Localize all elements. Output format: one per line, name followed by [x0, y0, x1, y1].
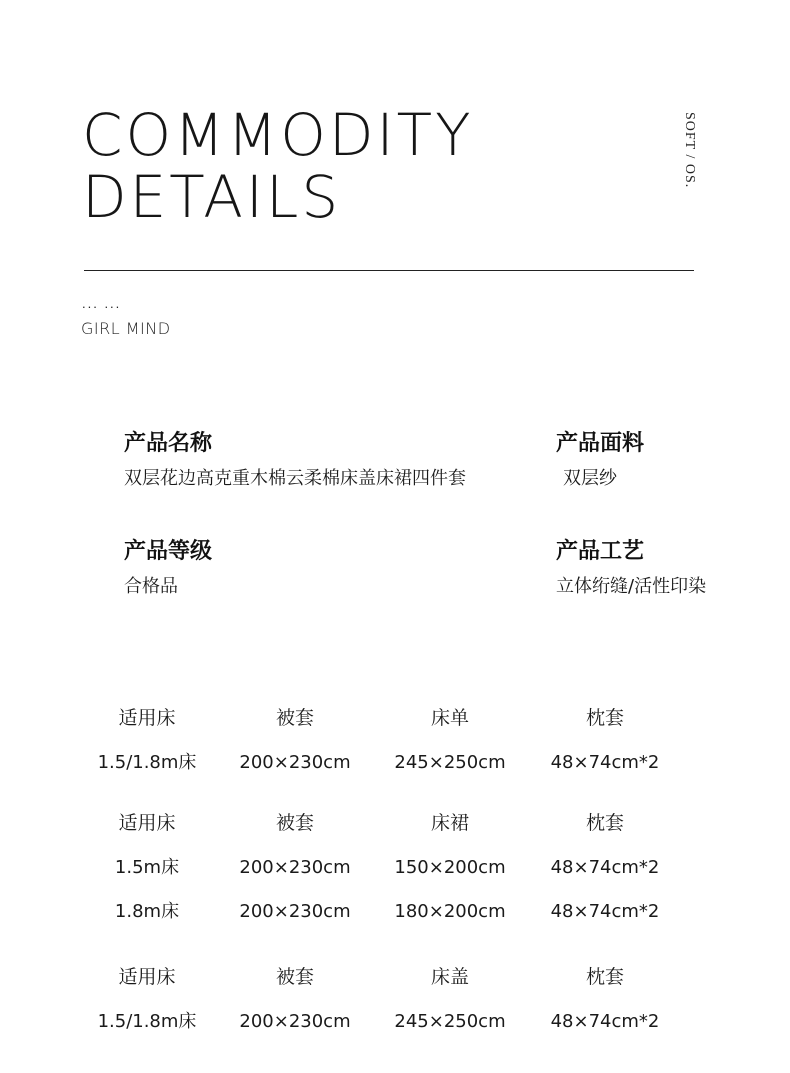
table-cell: 48×74cm*2	[550, 901, 660, 922]
table-cell: 1.5/1.8m床	[97, 752, 197, 773]
spec-value: 双层花边高克重木棉云柔棉床盖床裙四件套	[124, 468, 466, 489]
spec-label: 产品名称	[124, 431, 213, 456]
table-cell: 245×250cm	[394, 1011, 506, 1032]
table-cell: 1.5/1.8m床	[97, 1011, 197, 1032]
table-cell: 48×74cm*2	[550, 857, 660, 878]
table-cell: 245×250cm	[394, 752, 506, 773]
spec-label: 产品面料	[556, 431, 645, 456]
spec-value: 合格品	[124, 576, 178, 597]
spec-label: 产品工艺	[556, 539, 645, 564]
table-header-cell: 适用床	[118, 966, 176, 988]
brand-name: GIRL MIND	[81, 319, 171, 338]
table-cell: 48×74cm*2	[550, 1011, 660, 1032]
table-header-cell: 被套	[275, 812, 314, 834]
spec-value: 双层纱	[563, 468, 617, 489]
table-cell: 1.5m床	[114, 857, 180, 878]
table-header-cell: 枕套	[585, 966, 624, 988]
table-cell: 1.8m床	[114, 901, 180, 922]
vertical-tag: SOFT / OS.	[682, 112, 697, 189]
table-header-cell: 适用床	[118, 812, 176, 834]
table-cell: 48×74cm*2	[550, 752, 660, 773]
table-cell: 200×230cm	[239, 857, 351, 878]
table-header-cell: 被套	[275, 966, 314, 988]
table-header-cell: 适用床	[118, 707, 176, 729]
table-cell: 200×230cm	[239, 1011, 351, 1032]
table-cell: 150×200cm	[394, 857, 506, 878]
title-line-1: COMMODITY	[82, 101, 474, 169]
table-header-cell: 枕套	[585, 707, 624, 729]
table-cell: 200×230cm	[239, 901, 351, 922]
table-header-cell: 枕套	[585, 812, 624, 834]
table-header-cell: 床盖	[430, 966, 469, 988]
title-line-2: DETAILS	[82, 163, 342, 231]
table-cell: 180×200cm	[394, 901, 506, 922]
table-header-cell: 床裙	[430, 812, 469, 834]
spec-value: 立体绗缝/活性印染	[556, 576, 707, 597]
table-cell: 200×230cm	[239, 752, 351, 773]
spec-label: 产品等级	[124, 539, 213, 564]
table-header-cell: 床单	[430, 707, 469, 729]
dots-decoration: ... ...	[82, 296, 122, 311]
table-header-cell: 被套	[275, 707, 314, 729]
